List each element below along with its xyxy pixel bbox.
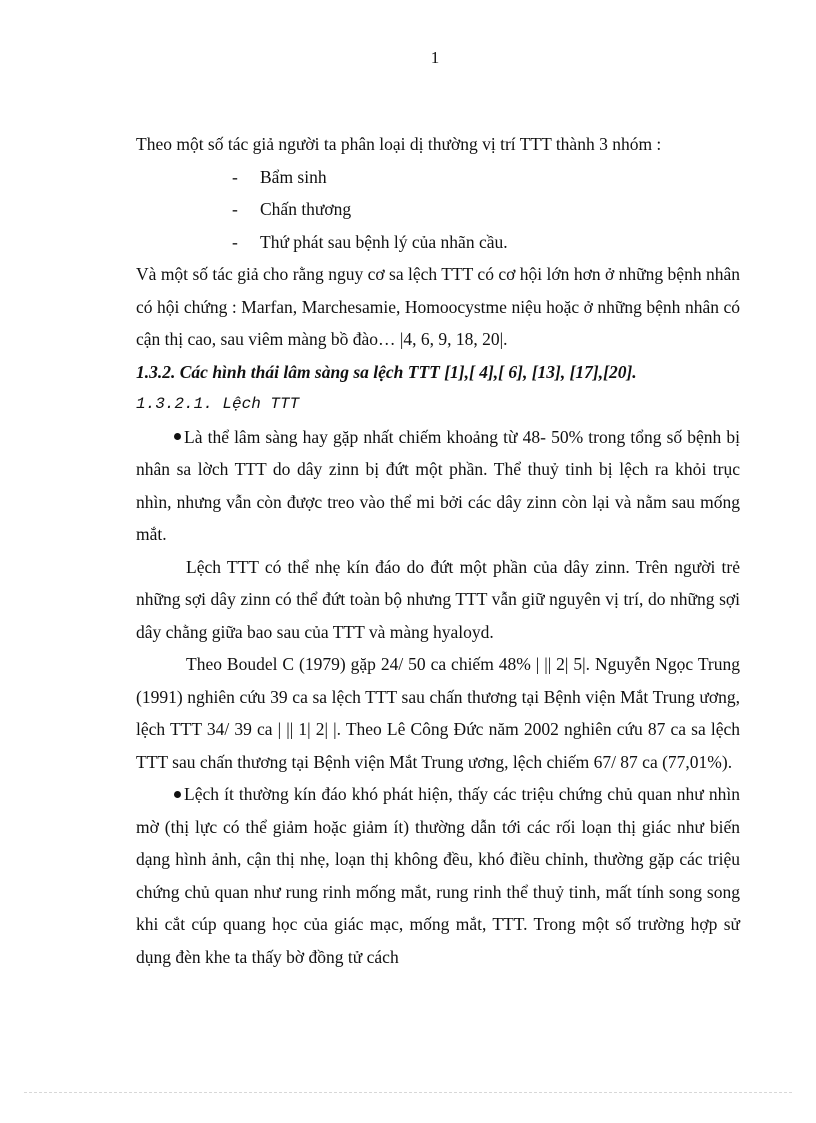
paragraph: Lệch TTT có thể nhẹ kín đáo do đứt một phần của dây zinn. Trên người trẻ những sợi dây zinn có thể đứt toàn bộ nhưng TTT vẫn giữ nguyên vị trí, do những sợi dây chằng giữa bao sau của TTT và màng hyaloyd. — [136, 556, 740, 642]
list-item-text: Thứ phát sau bệnh lý của nhãn cầu. — [260, 231, 508, 252]
page-number: 1 — [430, 48, 440, 67]
bullet-text: Lệch ít thường kín đáo khó phát hiện, thấy các triệu chứng chủ quan như nhìn mờ (thị lực có thể giảm hoặc giảm ít) thường dẫn tới các rối loạn thị giác như biến dạng hình ảnh, cận thị nhẹ, loạn thị không đều, khó điều chỉnh, thường gặp các triệu chứng chủ quan như rung rinh mống mắt, rung rinh thể thuỷ tinh, mất tính song song khi cắt cúp quang học của giác mạc, mống mắt, TTT. Trong một số trường hợp sử dụng đèn khe ta thấy bờ đồng tử cách — [136, 784, 740, 967]
list-item-text: Bẩm sinh — [260, 166, 327, 187]
bullet-paragraph — [136, 421, 740, 551]
classification-list — [136, 161, 740, 259]
list-dash: - — [232, 199, 238, 219]
bullet-dot-icon — [174, 433, 181, 440]
paragraph: Theo Boudel C (1979) gặp 24/ 50 ca chiếm 48% | || 2| 5|. Nguyễn Ngọc Trung (1991) nghiên cứu 39 ca sa lệch TTT sau chấn thương tại Bệnh viện Mắt Trung ương, lệch TTT 34/ 39 ca | || 1| 2| |. Theo Lê Công Đức năm 2002 nghiên cứu 87 ca sa lệch TTT sau chấn thương tại Bệnh viện Mắt Trung ương, lệch chiếm 67/ 87 ca (77,01%). — [136, 654, 740, 772]
document-body — [136, 128, 740, 973]
list-item — [136, 161, 740, 194]
section-heading: 1.3.2. Các hình thái lâm sàng sa lệch TTT [1],[ 4],[ 6], [13], [17],[20]. — [136, 361, 637, 382]
list-dash: - — [232, 166, 238, 187]
subsection-heading: 1.3.2.1. Lệch TTT — [136, 395, 300, 413]
list-dash: - — [232, 231, 238, 252]
bullet-paragraph — [136, 778, 740, 973]
intro-paragraph: Theo một số tác giả người ta phân loại dị thường vị trí TTT thành 3 nhóm : — [136, 134, 662, 154]
bullet-dot-icon — [174, 791, 181, 798]
bullet-text: Là thể lâm sàng hay gặp nhất chiếm khoảng từ 48- 50% trong tổng số bệnh bị nhân sa lờch TTT do dây zinn bị đứt một phần. Thể thuỷ tinh bị lệch ra khỏi trục nhìn, nhưng vẫn còn được treo vào thể mi bởi các dây zinn còn lại và nằm sau mống mắt. — [136, 426, 740, 544]
risk-paragraph: Và một số tác giả cho rằng nguy cơ sa lệch TTT có cơ hội lớn hơn ở những bệnh nhân có hội chứng : Marfan, Marchesamie, Homoocystme niệu hoặc ở những bệnh nhân có cận thị cao, sau viêm màng bồ đào… |4, 6, 9, 18, 20|. — [136, 264, 740, 349]
list-item — [136, 193, 740, 226]
list-item-text: Chấn thương — [260, 199, 352, 219]
page-bottom-divider — [24, 1092, 792, 1093]
list-item — [136, 226, 740, 259]
